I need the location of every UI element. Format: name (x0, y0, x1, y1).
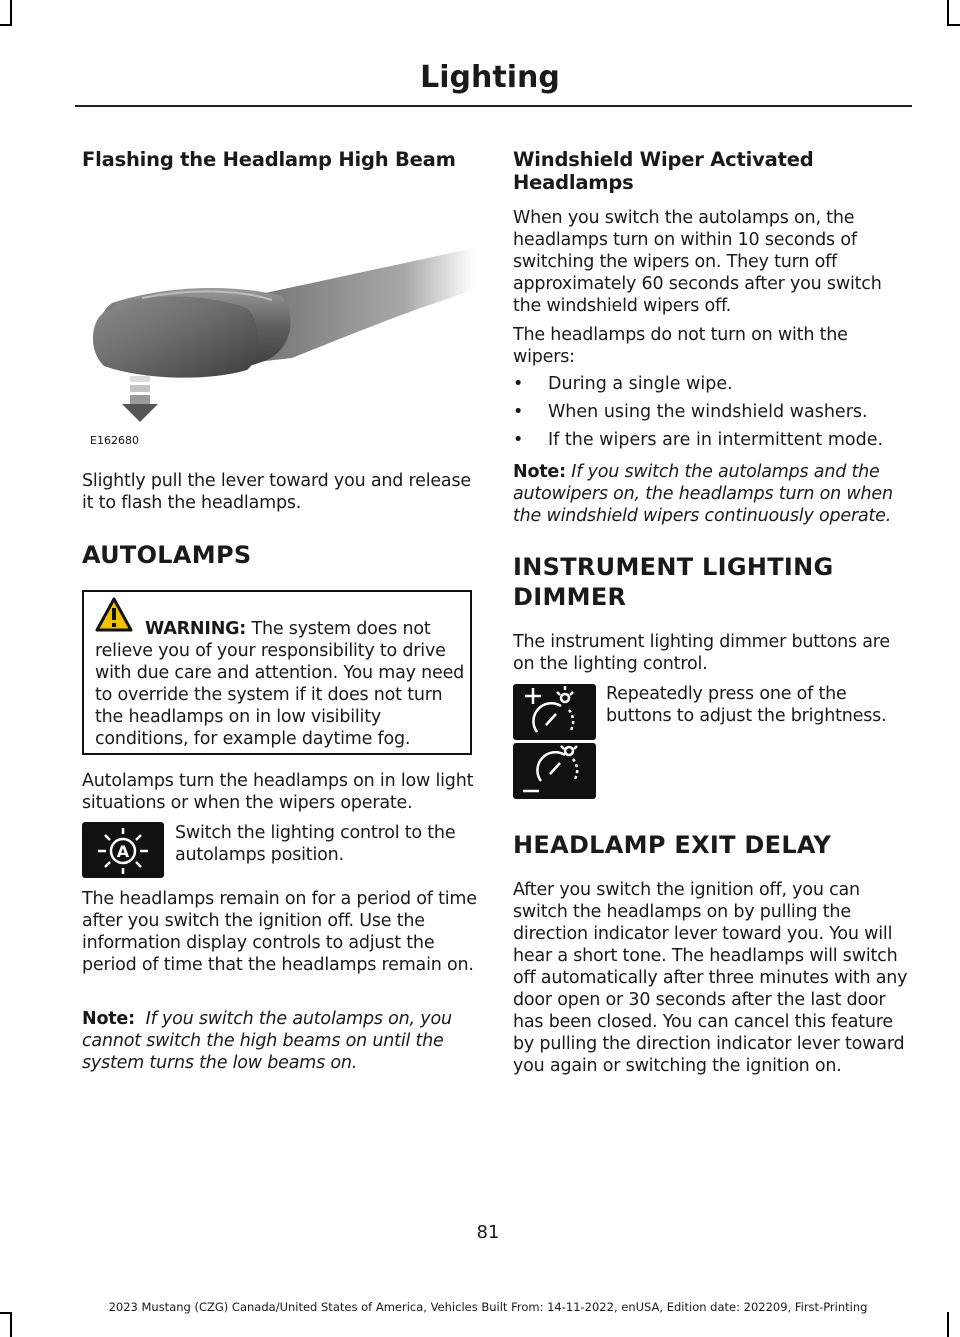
wiper-heading: Windshield Wiper Activated Headlamps (513, 148, 814, 194)
note-label: Note: (82, 1009, 135, 1029)
dimmer-heading-line2: DIMMER (513, 583, 627, 611)
crop-mark (0, 24, 12, 26)
flash-heading: Flashing the Headlamp High Beam (82, 148, 456, 171)
warning-text (95, 618, 467, 750)
crop-mark (10, 1312, 12, 1337)
autolamps-note (82, 1008, 478, 1074)
wiper-paragraph: When you switch the autolamps on, the headlamps turn on within 10 seconds of switching the wipers on. They turn off approximately 60 seconds after you switch the windshield wipers off. (513, 208, 882, 316)
crop-mark (947, 0, 949, 25)
page-title: Lighting (420, 60, 560, 95)
autolamp-icon (82, 822, 164, 878)
dimmer-press-paragraph: Repeatedly press one of the buttons to adjust the brightness. (606, 684, 887, 726)
edition-footer: 2023 Mustang (CZG) Canada/United States of America, Vehicles Built From: 14-11-2022, enUSA, Edition date: 202209, First-Printing (108, 1300, 868, 1314)
warning-body: The system does not relieve you of your responsibility to drive with due care and attention. You may need to override the system if it does not turn the headlamps on in low visibility conditions, for example daytime fog. (95, 619, 465, 749)
warning-label: WARNING: (145, 619, 247, 639)
note-label: Note: (513, 462, 566, 482)
autolamps-heading: AUTOLAMPS (82, 541, 252, 569)
autolamps-paragraph: Autolamps turn the headlamps on in low light situations or when the wipers operate. (82, 771, 474, 813)
wiper-note (513, 461, 909, 527)
switch-paragraph: Switch the lighting control to the autolamps position. (175, 823, 456, 865)
dimmer-up-icon (513, 684, 596, 740)
not-on-paragraph: The headlamps do not turn on with the wipers: (513, 325, 848, 367)
crop-mark (947, 24, 960, 26)
note-body: If you switch the autolamps and the autowipers on, the headlamps turn on when the windshield wipers continuously operate. (513, 462, 893, 526)
dimmer-heading-line1: INSTRUMENT LIGHTING (513, 553, 834, 581)
headlamp-lever-figure (82, 228, 474, 456)
exit-delay-paragraph: After you switch the ignition off, you can switch the headlamps on by pulling the direction indicator lever toward you. You will hear a short tone. The headlamps will switch off automatically after three minutes with any door open or 30 seconds after the last door has been closed. You can cancel this feature by pulling the direction indicator lever toward you again or switching the ignition on. (513, 880, 908, 1076)
crop-mark (947, 1312, 949, 1337)
dimmer-down-icon (513, 743, 596, 799)
exit-delay-heading: HEADLAMP EXIT DELAY (513, 831, 832, 859)
note-body: If you switch the autolamps on, you cannot switch the high beams on until the system turns the low beams on. (82, 1009, 452, 1073)
crop-mark (10, 0, 12, 25)
remain-paragraph: The headlamps remain on for a period of time after you switch the ignition off. Use the information display controls to adjust the period of time that the headlamps remain on. (82, 889, 477, 975)
svg-text:A: A (116, 842, 130, 861)
page-number: 81 (476, 1222, 500, 1243)
header-divider (75, 105, 912, 107)
flash-paragraph: Slightly pull the lever toward you and release it to flash the headlamps. (82, 471, 471, 513)
figure-id-label: E162680 (90, 434, 139, 447)
dimmer-paragraph: The instrument lighting dimmer buttons are on the lighting control. (513, 632, 890, 674)
